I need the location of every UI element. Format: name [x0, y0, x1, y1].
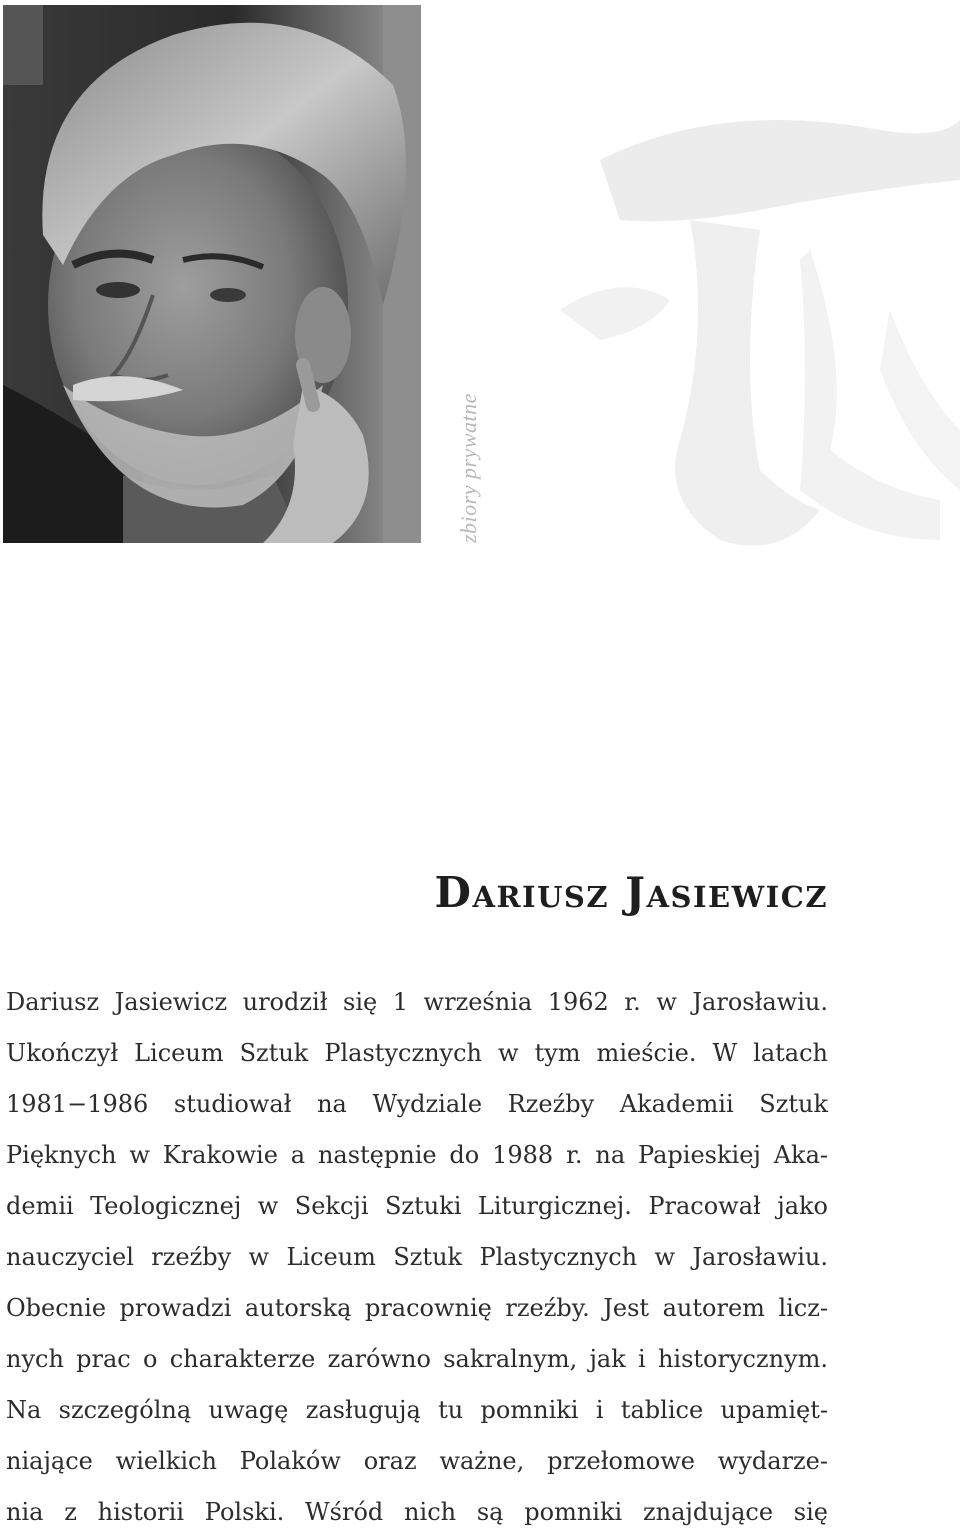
bio-line: Obecnie prowadzi autorską pracownię rzeźby. Jest autorem licz-	[6, 1294, 828, 1322]
bio-line: Dariusz Jasiewicz urodził się 1 września 1962 r. w Jarosławiu.	[6, 988, 828, 1016]
bio-line: nauczyciel rzeźby w Liceum Sztuk Plastycznych w Jarosławiu.	[6, 1243, 828, 1271]
decorative-watermark	[560, 70, 960, 570]
bio-line: 1981−1986 studiował na Wydziale Rzeźby Akademii Sztuk	[6, 1090, 828, 1118]
bio-line: Na szczególną uwagę zasługują tu pomniki i tablice upamięt-	[6, 1396, 828, 1424]
biography-text	[6, 977, 828, 1538]
bio-line: demii Teologicznej w Sekcji Sztuki Liturgicznej. Pracował jako	[6, 1192, 828, 1220]
author-name-heading: Dariusz Jasiewicz	[434, 868, 828, 917]
bio-line: niające wielkich Polaków oraz ważne, przełomowe wydarze-	[6, 1447, 828, 1475]
bio-line: Ukończył Liceum Sztuk Plastycznych w tym mieście. W latach	[6, 1039, 828, 1067]
bio-line: nia z historii Polski. Wśród nich są pomniki znajdujące się	[6, 1498, 828, 1526]
author-portrait	[3, 5, 421, 543]
bio-line: Pięknych w Krakowie a następnie do 1988 r. na Papieskiej Aka-	[6, 1141, 828, 1169]
photo-credit: zbiory prywatne	[456, 393, 481, 543]
bio-line: nych prac o charakterze zarówno sakralnym, jak i historycznym.	[6, 1345, 828, 1373]
portrait-image	[3, 5, 421, 543]
calligraphic-brush-stroke-icon	[560, 70, 960, 570]
